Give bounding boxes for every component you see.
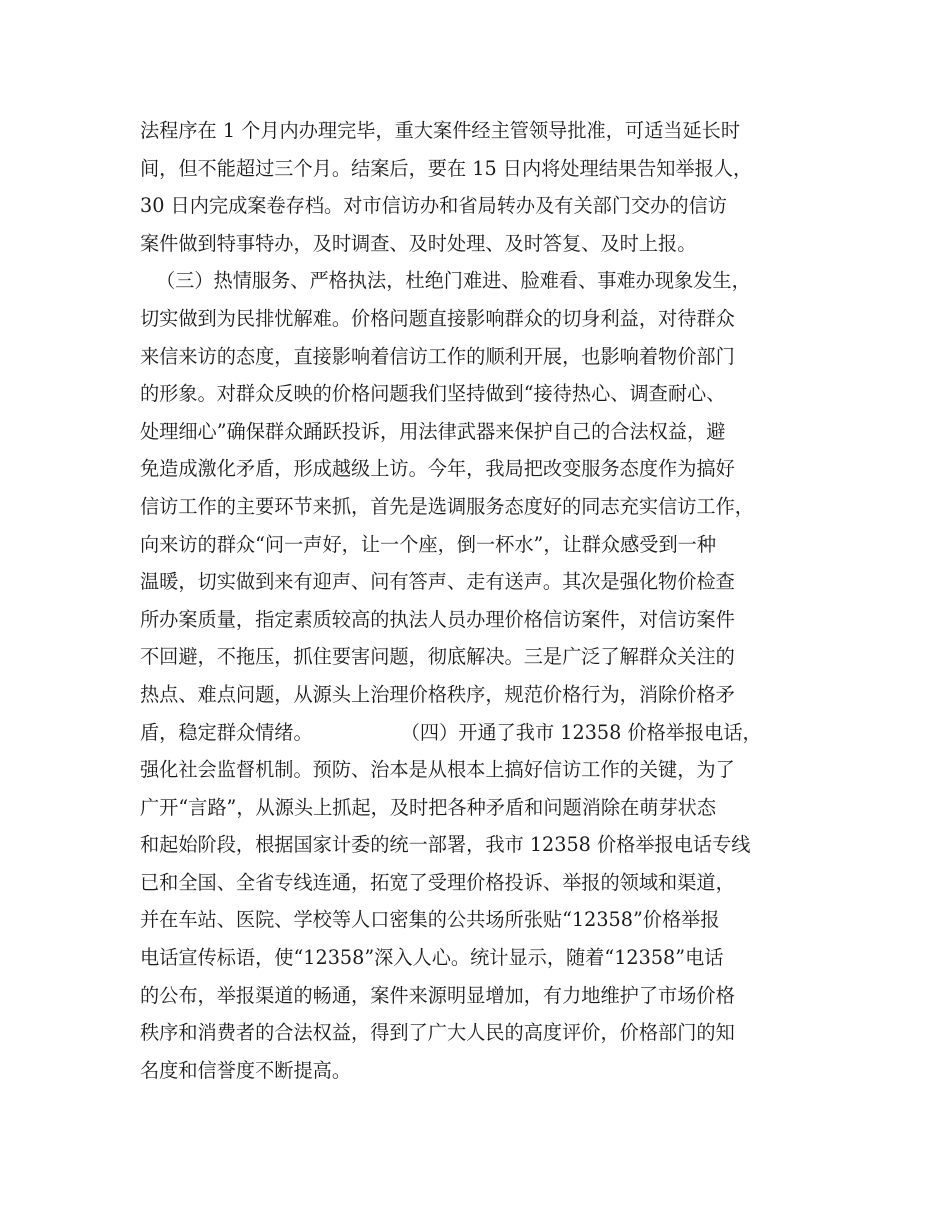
text-line: 热点、难点问题，从源头上治理价格秩序，规范价格行为，消除价格矛 bbox=[140, 682, 735, 706]
text-line: 间，但不能超过三个月。结案后，要在 15 日内将处理结果告知举报人， bbox=[140, 156, 753, 180]
text-line: 切实做到为民排忧解难。价格问题直接影响群众的切身利益，对待群众 bbox=[140, 306, 735, 330]
text-line: 法程序在 1 个月内办理完毕，重大案件经主管领导批准，可适当延长时 bbox=[140, 119, 741, 142]
text-line: 广开“言路”，从源头上抓起，及时把各种矛盾和问题消除在萌芽状态 bbox=[140, 795, 717, 819]
text-line: 已和全国、全省专线连通，拓宽了受理价格投诉、举报的领域和渠道， bbox=[140, 870, 735, 894]
text-line: 30 日内完成案卷存档。对市信访办和省局转办及有关部门交办的信访 bbox=[140, 194, 727, 218]
text-line: 电话宣传标语，使“12358”深入人心。统计显示，随着“12358”电话 bbox=[140, 946, 724, 970]
text-line-split bbox=[140, 714, 830, 752]
text-line: 免造成激化矛盾，形成越级上访。今年，我局把改变服务态度作为搞好 bbox=[140, 457, 735, 481]
text-line: 信访工作的主要环节来抓，首先是选调服务态度好的同志充实信访工作， bbox=[140, 494, 754, 518]
document-body bbox=[140, 112, 830, 1089]
text-line: 向来访的群众“问一声好，让一个座，倒一杯水”，让群众感受到一种 bbox=[140, 532, 717, 556]
text-line: 温暖，切实做到来有迎声、问有答声、走有送声。其次是强化物价检查 bbox=[140, 570, 735, 594]
text-line: 强化社会监督机制。预防、治本是从根本上搞好信访工作的关键，为了 bbox=[140, 758, 735, 782]
text-line: 秩序和消费者的合法权益，得到了广大人民的高度评价，价格部门的知 bbox=[140, 1021, 735, 1045]
text-segment-left: 盾，稳定群众情绪。 bbox=[140, 720, 313, 744]
text-line: （三）热情服务、严格执法，杜绝门难进、脸难看、事难办现象发生， bbox=[156, 269, 751, 293]
text-segment-right: （四）开通了我市 12358 价格举报电话， bbox=[400, 720, 762, 744]
text-line: 所办案质量，指定素质较高的执法人员办理价格信访案件，对信访案件 bbox=[140, 607, 735, 631]
text-line: 案件做到特事特办，及时调查、及时处理、及时答复、及时上报。 bbox=[140, 231, 697, 255]
text-line: 并在车站、医院、学校等人口密集的公共场所张贴“12358”价格举报 bbox=[140, 908, 720, 932]
text-line: 和起始阶段，根据国家计委的统一部署，我市 12358 价格举报电话专线 bbox=[140, 833, 751, 857]
text-line: 名度和信誉度不断提高。 bbox=[140, 1058, 352, 1082]
text-line: 来信来访的态度，直接影响着信访工作的顺利开展，也影响着物价部门 bbox=[140, 344, 735, 368]
text-line: 的公布，举报渠道的畅通，案件来源明显增加，有力地维护了市场价格 bbox=[140, 983, 735, 1007]
text-line: 不回避，不拖压，抓住要害问题，彻底解决。三是广泛了解群众关注的 bbox=[140, 645, 735, 669]
text-line: 的形象。对群众反映的价格问题我们坚持做到“接待热心、调查耐心、 bbox=[140, 382, 726, 406]
text-line: 处理细心”确保群众踊跃投诉，用法律武器来保护自己的合法权益，避 bbox=[140, 419, 726, 443]
